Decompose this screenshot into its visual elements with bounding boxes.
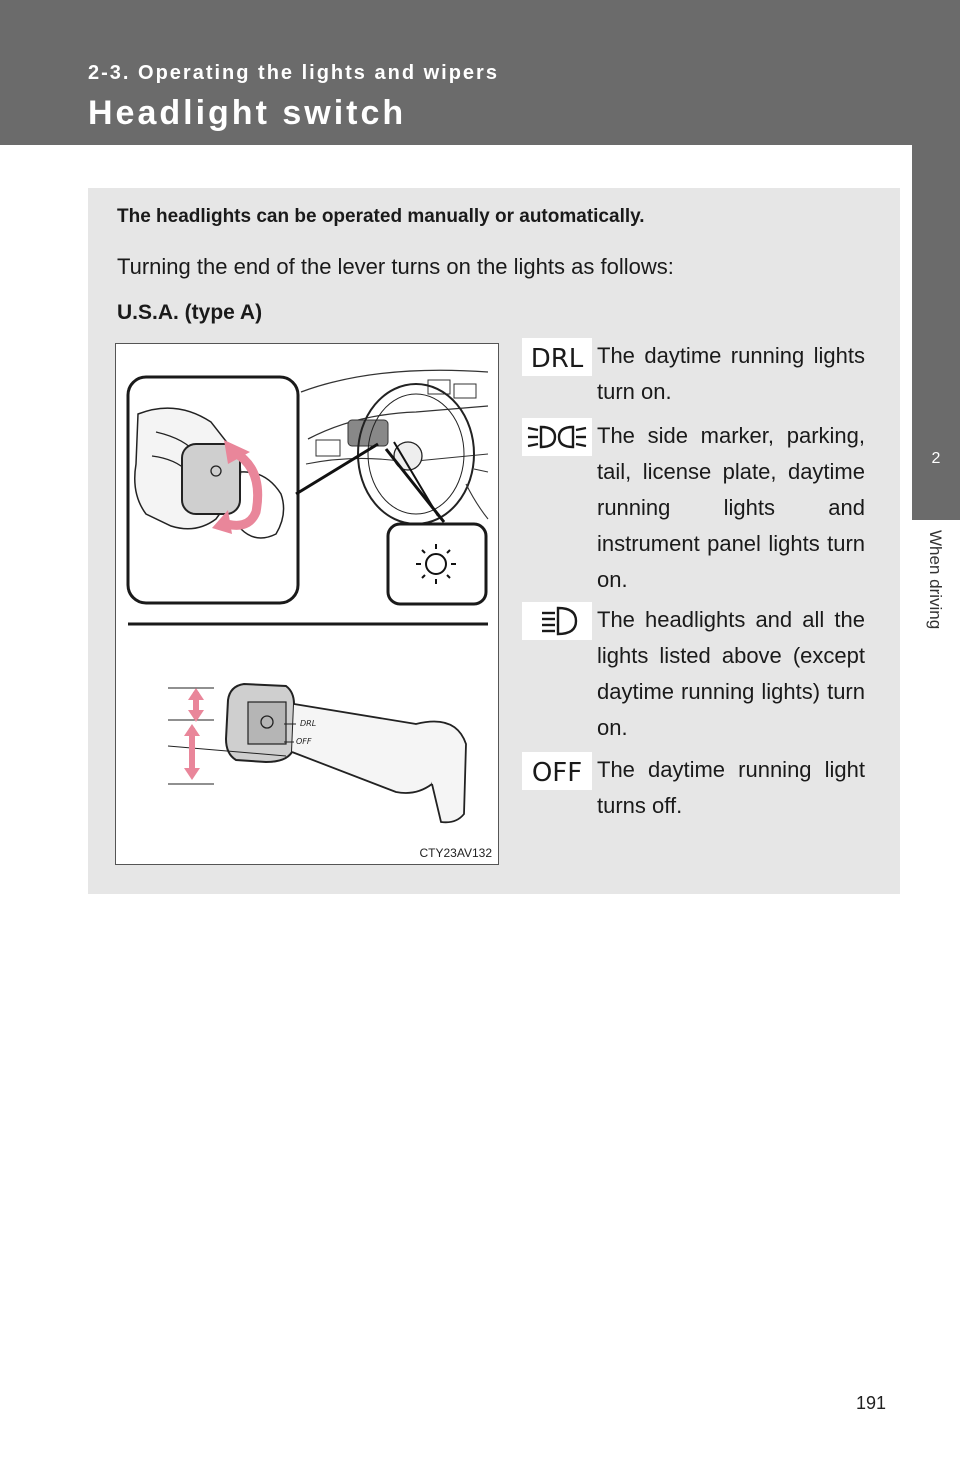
drl-icon-label: DRL bbox=[530, 344, 584, 374]
variant-label: U.S.A. (type A) bbox=[117, 301, 263, 324]
parking-lights-icon bbox=[522, 418, 592, 456]
illustration-drawing bbox=[116, 344, 500, 866]
item-headlight-text: The headlights and all the lights listed above (except daytime running lights) turn on. bbox=[597, 607, 865, 740]
off-icon bbox=[522, 752, 592, 790]
item-drl-text: The daytime running lights turn on. bbox=[597, 343, 865, 404]
intro-text: The headlights can be operated manually or automatically. bbox=[117, 206, 645, 227]
drl-icon bbox=[522, 338, 592, 376]
item-off-text: The daytime running light turns off. bbox=[597, 757, 865, 818]
section-label: 2-3. Operating the lights and wipers bbox=[88, 62, 499, 84]
svg-text:DRL: DRL bbox=[300, 719, 317, 728]
headlight-icon bbox=[522, 602, 592, 640]
page-title: Headlight switch bbox=[88, 94, 407, 132]
item-parking-text: The side marker, parking, tail, license plate, daytime running lights and instrument panel lights turn on. bbox=[597, 423, 865, 592]
chapter-caption-text: When driving bbox=[926, 530, 945, 630]
figure-code: CTY23AV132 bbox=[419, 846, 492, 860]
off-icon-label: OFF bbox=[531, 758, 583, 788]
svg-text:OFF: OFF bbox=[296, 737, 312, 746]
instruction-text: Turning the end of the lever turns on the lights as follows: bbox=[117, 254, 674, 279]
headlight-switch-illustration bbox=[115, 343, 499, 865]
chapter-number: 2 bbox=[931, 450, 941, 467]
page-number: 191 bbox=[856, 1393, 887, 1413]
